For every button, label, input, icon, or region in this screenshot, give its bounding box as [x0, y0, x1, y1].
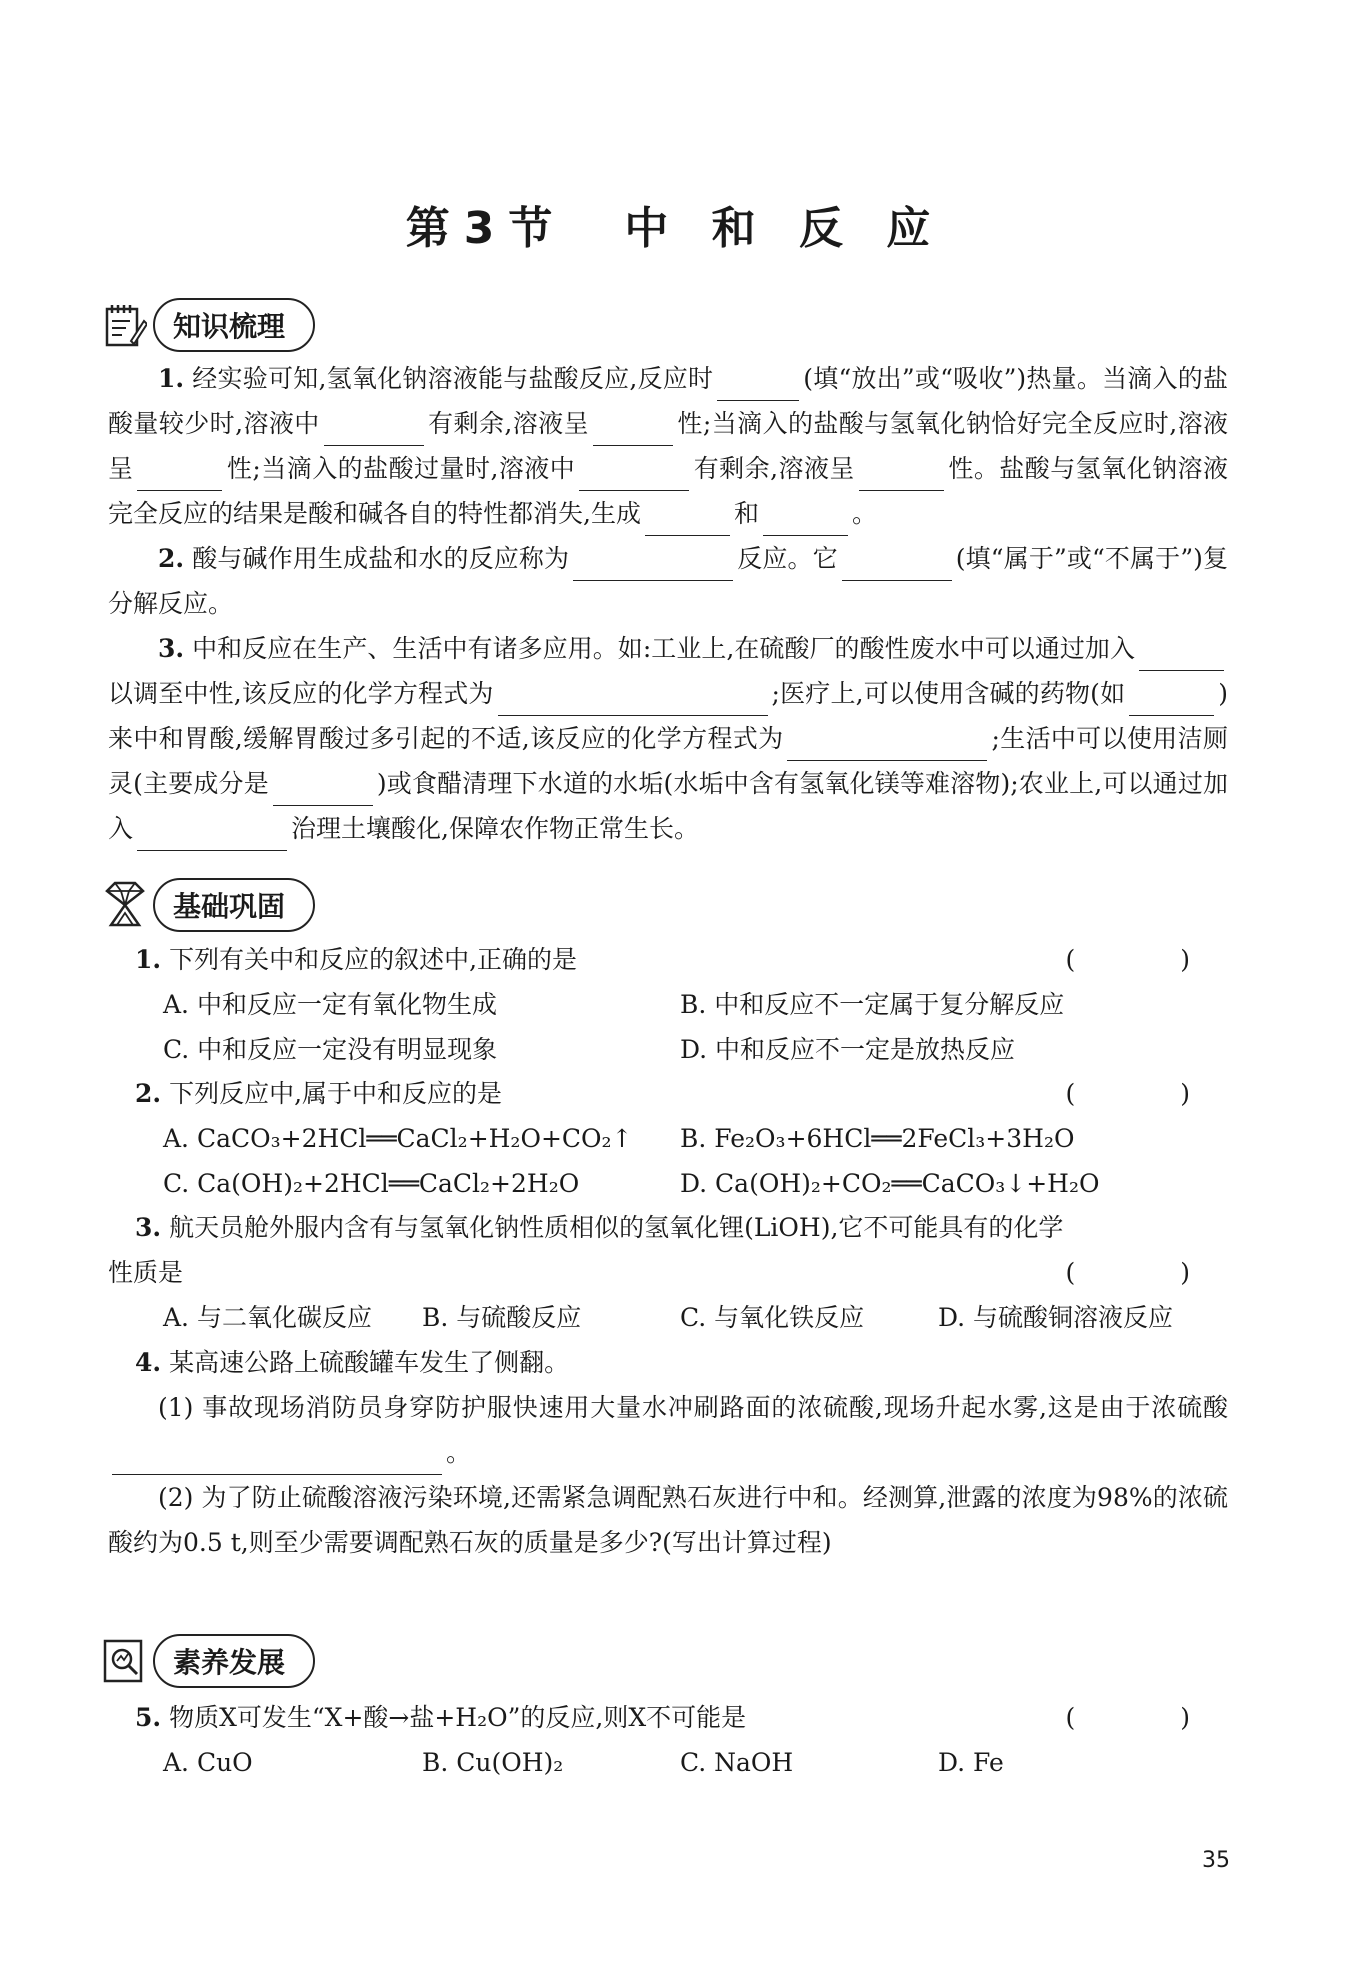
blank	[787, 730, 987, 761]
text: ;医疗上,可以使用含碱的药物(如	[771, 679, 1126, 708]
blank	[859, 460, 944, 491]
text: 。	[851, 499, 877, 528]
answer-paren: ( )	[1065, 945, 1230, 974]
question-4	[135, 1340, 1230, 1385]
question-number: 3.	[135, 1213, 162, 1242]
question-stem: 某高速公路上硫酸罐车发生了侧翻。	[169, 1348, 570, 1377]
option-a: A. CuO	[163, 1748, 253, 1777]
answer-paren: ( )	[1065, 1258, 1230, 1287]
text: (1) 事故现场消防员身穿防护服快速用大量水冲刷路面的浓硫酸,现场升起水雾,这是由于浓硫酸	[158, 1393, 1228, 1422]
text: )或食醋清理下水道的水垢(水垢中含有氢氧化镁等难溶物);农业上,可以通过加入	[108, 769, 1228, 843]
question-1	[135, 937, 1230, 1072]
question-3	[108, 1205, 1230, 1340]
text: ;生活中可以使用洁厕灵(主要成分是	[108, 724, 1228, 798]
text: 性;当滴入的盐酸过量时,溶液中	[226, 454, 576, 483]
option-d: D. Fe	[938, 1748, 1004, 1777]
blank	[579, 460, 689, 491]
question-number: 4.	[135, 1348, 162, 1377]
option-c: C. 中和反应一定没有明显现象	[163, 1035, 498, 1064]
text: )来中和胃酸,缓解胃酸过多引起的不适,该反应的化学方程式为	[108, 679, 1228, 753]
section-development-header	[103, 1632, 315, 1690]
notebook-icon	[103, 299, 147, 351]
page-number: 35	[1202, 1848, 1230, 1873]
page-title: 第3节 中 和 反 应	[405, 203, 945, 254]
text: (2) 为了防止硫酸溶液污染环境,还需紧急调配熟石灰进行中和。经测算,泄露的浓度为98%的浓硫酸约为0.5 t,则至少需要调配熟石灰的质量是多少?(写出计算过程)	[108, 1483, 1228, 1557]
question-4-parts	[108, 1385, 1228, 1565]
blank	[842, 550, 952, 581]
blank	[137, 460, 222, 491]
blank	[645, 505, 730, 536]
question-number: 2.	[135, 1079, 162, 1108]
question-stem: 下列有关中和反应的叙述中,正确的是	[169, 945, 578, 974]
question-stem: 物质X可发生“X+酸→盐+H₂O”的反应,则X不可能是	[169, 1703, 747, 1732]
option-c: C. NaOH	[680, 1748, 794, 1777]
text: 反应。它	[737, 544, 838, 573]
text: 有剩余,溶液呈	[427, 409, 590, 438]
text: (填“属于”或“不属于”)复分解反应。	[108, 544, 1228, 618]
blank	[573, 550, 733, 581]
answer-paren: ( )	[1065, 1079, 1230, 1108]
option-d: D. Ca(OH)₂+CO₂══CaCO₃↓+H₂O	[680, 1169, 1100, 1198]
text: 性。盐酸与氢氧化钠溶液完全反应的结果是酸和碱各自的特性都消失,生成	[108, 454, 1228, 528]
blank	[498, 685, 768, 716]
blank	[324, 415, 424, 446]
blank	[763, 505, 848, 536]
section-basics-label: 基础巩固	[153, 878, 315, 932]
section-knowledge-header	[103, 296, 315, 354]
option-b: B. Fe₂O₃+6HCl══2FeCl₃+3H₂O	[680, 1124, 1075, 1153]
option-b: B. 中和反应不一定属于复分解反应	[680, 990, 1065, 1019]
text: 经实验可知,氢氧化钠溶液能与盐酸反应,反应时	[192, 364, 714, 393]
option-c: C. Ca(OH)₂+2HCl══CaCl₂+2H₂O	[163, 1169, 580, 1198]
blank	[273, 775, 373, 806]
blank	[137, 820, 287, 851]
text: 治理土壤酸化,保障农作物正常生长。	[291, 814, 699, 843]
question-number: 1.	[135, 945, 162, 974]
text: 中和反应在生产、生活中有诸多应用。如:工业上,在硫酸厂的酸性废水中可以通过加入	[192, 634, 1136, 663]
blank	[717, 370, 799, 401]
section-development-label: 素养发展	[153, 1634, 315, 1688]
option-a: A. 与二氧化碳反应	[163, 1303, 372, 1332]
knowledge-item-1: 1. 经实验可知,氢氧化钠溶液能与盐酸反应,反应时 (填“放出”或“吸收”)热量。当滴入的盐酸量较少时,溶液中 有剩余,溶液呈 性;当滴入的盐酸与氢氧化钠恰好完全反应时,溶液呈 性;当滴入的盐酸过量时,溶液中 有剩余,溶液呈 性。盐酸与氢氧化钠溶液完全反应的结果是酸和碱各自的特性都消失,生成 和 。	[108, 356, 1228, 536]
text: 有剩余,溶液呈	[693, 454, 855, 483]
text: (填“放出”或“吸收”)热量。当滴入的盐酸量较少时,溶液中	[108, 364, 1228, 438]
blank	[593, 415, 673, 446]
question-2	[135, 1071, 1230, 1206]
magnifier-chart-icon	[103, 1635, 147, 1687]
option-c: C. 与氧化铁反应	[680, 1303, 865, 1332]
text: 性;当滴入的盐酸与氢氧化钠恰好完全反应时,溶液呈	[108, 409, 1229, 483]
answer-blank[interactable]	[112, 1444, 442, 1475]
question-4-part-1	[108, 1385, 1228, 1475]
option-b: B. Cu(OH)₂	[422, 1748, 564, 1777]
text: 酸与碱作用生成盐和水的反应称为	[192, 544, 570, 573]
option-b: B. 与硫酸反应	[422, 1303, 582, 1332]
section-basics-header	[103, 876, 315, 934]
text: 以调至中性,该反应的化学方程式为	[108, 679, 494, 708]
text: 。	[446, 1438, 472, 1467]
section-knowledge-label: 知识梳理	[153, 298, 315, 352]
answer-paren: ( )	[1065, 1703, 1230, 1732]
option-d: D. 与硫酸铜溶液反应	[938, 1303, 1174, 1332]
knowledge-item-3: 3. 中和反应在生产、生活中有诸多应用。如:工业上,在硫酸厂的酸性废水中可以通过加入以调至中性,该反应的化学方程式为 ;医疗上,可以使用含碱的药物(如 )来中和胃酸,缓解胃酸过多引起的不适,该反应的化学方程式为 ;生活中可以使用洁厕灵(主要成分是 )或食醋清理下水道的水垢(水垢中含有氢氧化镁等难溶物);农业上,可以通过加入 治理土壤酸化,保障农作物正常生长。	[108, 626, 1228, 851]
diamond-hourglass-icon	[103, 879, 147, 931]
question-stem-cont: 性质是	[108, 1258, 184, 1287]
text: 和	[733, 499, 759, 528]
option-a: A. 中和反应一定有氧化物生成	[163, 990, 497, 1019]
question-number: 5.	[135, 1703, 162, 1732]
blank	[1139, 640, 1224, 671]
question-5	[135, 1695, 1230, 1785]
question-4-part-2	[108, 1475, 1228, 1565]
blank	[1129, 685, 1214, 716]
knowledge-content	[108, 356, 1228, 851]
option-d: D. 中和反应不一定是放热反应	[680, 1035, 1016, 1064]
question-stem: 下列反应中,属于中和反应的是	[169, 1079, 503, 1108]
knowledge-item-2: 2. 酸与碱作用生成盐和水的反应称为 反应。它 (填“属于”或“不属于”)复分解反应。	[108, 544, 1228, 618]
question-stem: 航天员舱外服内含有与氢氧化钠性质相似的氢氧化锂(LiOH),它不可能具有的化学	[169, 1213, 1064, 1242]
option-a: A. CaCO₃+2HCl══CaCl₂+H₂O+CO₂↑	[163, 1124, 633, 1153]
